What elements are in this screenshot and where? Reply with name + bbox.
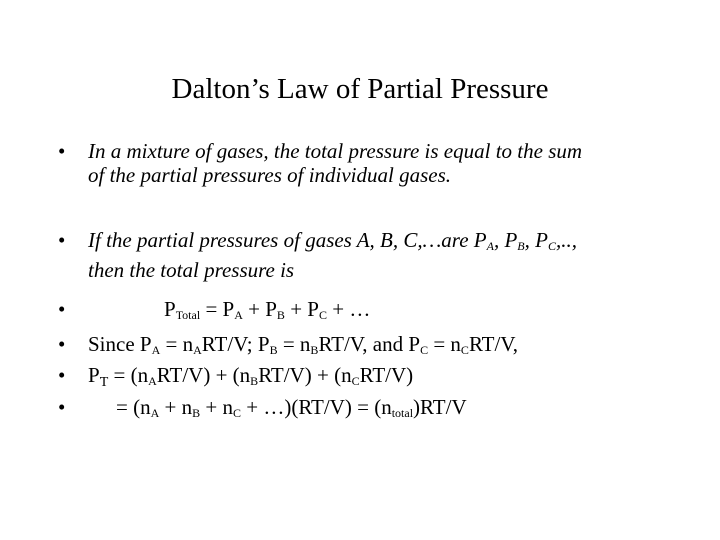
subscript: B: [192, 406, 201, 420]
bullet-text: [88, 332, 708, 362]
text-fragment: , P: [493, 228, 518, 252]
text-fragment: ,..,: [555, 228, 577, 252]
bullet-dot: •: [58, 332, 66, 356]
text-fragment: = n: [160, 332, 194, 356]
subscript: A: [151, 343, 161, 357]
subscript: A: [150, 406, 160, 420]
text-fragment: + n: [200, 395, 233, 419]
text-fragment: )RT/V: [413, 395, 467, 419]
text-fragment: = (n: [108, 363, 149, 387]
subscript: total: [391, 406, 414, 420]
text-fragment: RT/V) + (n: [156, 363, 251, 387]
subscript: A: [234, 308, 243, 322]
text-fragment: P: [164, 297, 176, 321]
text-fragment: RT/V; P: [201, 332, 270, 356]
subscript: A: [148, 374, 157, 388]
subscript: A: [486, 239, 494, 253]
bullet-text: [88, 228, 708, 282]
text-fragment: RT/V) + (n: [258, 363, 352, 387]
text-fragment: + n: [159, 395, 193, 419]
equation-line: [88, 395, 708, 425]
subscript: C: [460, 343, 469, 357]
subscript: C: [420, 343, 429, 357]
subscript: C: [318, 308, 327, 322]
bullet-dot: •: [58, 139, 66, 163]
bullet-text: [88, 395, 708, 425]
subscript: Total: [175, 308, 201, 322]
bullet-dot: •: [58, 395, 66, 419]
text-fragment: P: [88, 363, 100, 387]
subscript: A: [193, 343, 202, 357]
text-fragment: + …: [326, 297, 371, 321]
text-fragment: RT/V, and P: [318, 332, 421, 356]
bullet-line: then the total pressure is: [88, 258, 295, 282]
text-fragment: RT/V): [359, 363, 414, 387]
subscript: B: [269, 343, 278, 357]
subscript: B: [276, 308, 285, 322]
equation-line: [88, 363, 708, 395]
bullet-line: [88, 228, 708, 258]
text-fragment: = (n: [116, 395, 151, 419]
equation-line: [88, 332, 708, 362]
text-fragment: + P: [284, 297, 319, 321]
bullet-dot: •: [58, 228, 66, 252]
subscript: C: [351, 374, 360, 388]
bullet-text: [88, 363, 708, 395]
text-fragment: + P: [242, 297, 277, 321]
text-fragment: RT/V,: [468, 332, 519, 356]
bullet-line: of the partial pressures of individual gases.: [88, 163, 452, 187]
text-fragment: = n: [428, 332, 461, 356]
subscript: T: [99, 375, 109, 390]
text-fragment: If the partial pressures of gases A, B, C,…are P: [88, 228, 487, 252]
text-fragment: = n: [277, 332, 311, 356]
text-fragment: Since P: [88, 332, 152, 356]
equation-line: [88, 297, 708, 327]
text-fragment: + …)(RT/V) = (n: [240, 395, 392, 419]
text-fragment: , P: [524, 228, 548, 252]
slide-title: Dalton’s Law of Partial Pressure: [171, 73, 549, 105]
bullet-text: [88, 139, 708, 187]
subscript: B: [250, 374, 259, 388]
bullet-dot: •: [58, 363, 66, 387]
bullet-line: In a mixture of gases, the total pressure is equal to the sum: [88, 139, 583, 163]
bullet-text: [88, 297, 708, 327]
subscript: C: [547, 239, 556, 253]
subscript: B: [517, 239, 525, 253]
bullet-dot: •: [58, 297, 66, 321]
subscript: B: [310, 343, 319, 357]
text-fragment: = P: [200, 297, 235, 321]
subscript: C: [232, 406, 241, 420]
